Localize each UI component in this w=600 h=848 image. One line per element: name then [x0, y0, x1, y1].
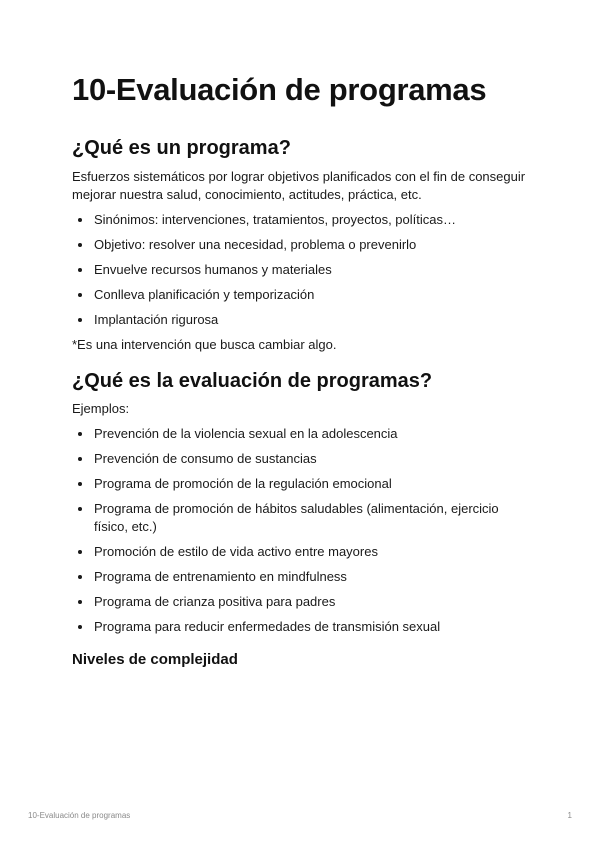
- bullet-icon: [78, 550, 82, 554]
- bullet-icon: [78, 318, 82, 322]
- list-item: [72, 450, 532, 468]
- list-item: [72, 261, 532, 279]
- page-title: 10-Evaluación de programas: [72, 72, 487, 107]
- list-item: [72, 593, 532, 611]
- list-item-text: Prevención de consumo de sustancias: [94, 451, 317, 466]
- bullet-icon: [78, 457, 82, 461]
- list-item-text: Programa de promoción de la regulación emocional: [94, 476, 392, 491]
- footer-title: 10-Evaluación de programas: [28, 811, 131, 820]
- document-page: [72, 70, 532, 670]
- bullet-icon: [78, 625, 82, 629]
- list-item-text: Programa de promoción de hábitos saludables (alimentación, ejercicio físico, etc.): [94, 501, 499, 534]
- bullet-icon: [78, 293, 82, 297]
- list-item-text: Prevención de la violencia sexual en la adolescencia: [94, 426, 398, 441]
- list-item: [72, 543, 532, 561]
- list-item-text: Envuelve recursos humanos y materiales: [94, 262, 332, 277]
- page-number: 1: [567, 811, 572, 820]
- program-examples-list: [72, 425, 532, 636]
- list-item: [72, 286, 532, 304]
- bullet-icon: [78, 218, 82, 222]
- section-note: *Es una intervención que busca cambiar algo.: [72, 337, 337, 352]
- list-item: [72, 311, 532, 329]
- bullet-icon: [78, 268, 82, 272]
- program-characteristics-list: [72, 211, 532, 329]
- bullet-icon: [78, 600, 82, 604]
- list-item: [72, 236, 532, 254]
- section-intro-evaluation: Ejemplos:: [72, 401, 130, 416]
- list-item: [72, 475, 532, 493]
- list-item: [72, 500, 532, 536]
- list-item-text: Programa de crianza positiva para padres: [94, 594, 336, 609]
- bullet-icon: [78, 482, 82, 486]
- list-item-text: Implantación rigurosa: [94, 312, 219, 327]
- section-heading-evaluation: ¿Qué es la evaluación de programas?: [72, 370, 433, 392]
- list-item-text: Programa de entrenamiento en mindfulness: [94, 569, 347, 584]
- section-heading-program: ¿Qué es un programa?: [72, 137, 291, 159]
- list-item: [72, 568, 532, 586]
- list-item-text: Conlleva planificación y temporización: [94, 287, 315, 302]
- bullet-icon: [78, 432, 82, 436]
- list-item: [72, 618, 532, 636]
- bullet-icon: [78, 243, 82, 247]
- section-intro-program: Esfuerzos sistemáticos por lograr objetivos planificados con el fin de conseguir mejorar nuestra salud, conocimiento, actitudes, práctica, etc.: [72, 169, 526, 202]
- list-item-text: Programa para reducir enfermedades de transmisión sexual: [94, 619, 441, 634]
- list-item-text: Promoción de estilo de vida activo entre mayores: [94, 544, 378, 559]
- bullet-icon: [78, 507, 82, 511]
- section-heading-complexity: Niveles de complejidad: [72, 651, 238, 668]
- bullet-icon: [78, 575, 82, 579]
- list-item: [72, 211, 532, 229]
- list-item: [72, 425, 532, 443]
- list-item-text: Sinónimos: intervenciones, tratamientos, proyectos, políticas…: [94, 212, 457, 227]
- list-item-text: Objetivo: resolver una necesidad, problema o prevenirlo: [94, 237, 417, 252]
